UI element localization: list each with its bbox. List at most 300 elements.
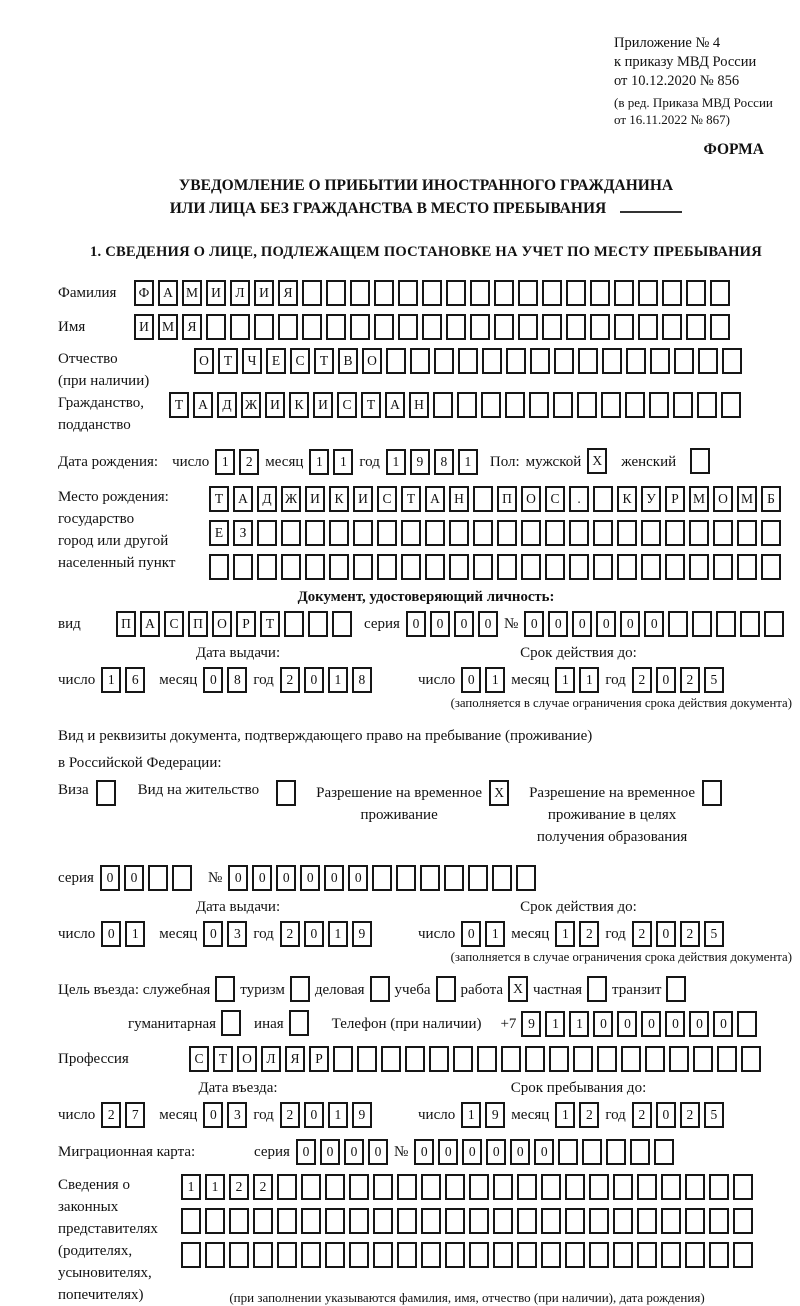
char-cell: [325, 1242, 345, 1268]
birth-place-city-label-2: населенный пункт: [58, 555, 176, 571]
residence-permit-checkbox: [276, 780, 296, 806]
form-title-line1: УВЕДОМЛЕНИЕ О ПРИБЫТИИ ИНОСТРАННОГО ГРАЖДАНИНА: [178, 177, 674, 194]
char-cell: [566, 314, 586, 340]
representatives-cells-row1: [181, 1174, 753, 1200]
char-cell: И: [265, 392, 285, 418]
char-cell: [673, 392, 693, 418]
char-cell: 0: [462, 1139, 482, 1165]
char-cell: [229, 1242, 249, 1268]
char-cell: [518, 314, 538, 340]
char-cell: [421, 1208, 441, 1234]
char-cell: [713, 554, 733, 580]
purpose-study-label: учеба: [394, 981, 431, 998]
char-cell: [545, 554, 565, 580]
citizenship-label-block: [58, 392, 163, 436]
char-cell: 1: [205, 1174, 225, 1200]
char-cell: 0: [324, 865, 344, 891]
char-cell: 0: [572, 611, 592, 637]
char-cell: Т: [361, 392, 381, 418]
char-cell: [405, 1046, 425, 1072]
purpose-business-checkbox: [370, 976, 390, 1002]
char-cell: [733, 1174, 753, 1200]
char-cell: [661, 1242, 681, 1268]
birth-date-row: [58, 449, 794, 475]
char-cell: 1: [555, 921, 575, 947]
identity-document-heading: Документ, удостоверяющий личность:: [297, 589, 555, 605]
year-label: год: [605, 1106, 626, 1123]
char-cell: [278, 314, 298, 340]
char-cell: 9: [410, 449, 430, 475]
residence-document-line2: в Российской Федерации:: [58, 755, 222, 771]
char-cell: О: [713, 486, 733, 512]
birth-place-cell-rows: [209, 486, 781, 580]
char-cell: [733, 1208, 753, 1234]
month-label: месяц: [511, 1106, 550, 1123]
char-cell: Д: [257, 486, 277, 512]
char-cell: 0: [713, 1011, 733, 1037]
char-cell: И: [254, 280, 274, 306]
char-cell: [284, 611, 304, 637]
char-cell: [665, 554, 685, 580]
document-dates-block: [58, 645, 794, 693]
char-cell: [710, 314, 730, 340]
char-cell: 0: [296, 1139, 316, 1165]
char-cell: [429, 1046, 449, 1072]
char-cell: [593, 554, 613, 580]
char-cell: [661, 1174, 681, 1200]
char-cell: [685, 1208, 705, 1234]
char-cell: [517, 1208, 537, 1234]
day-label: число: [418, 671, 456, 688]
char-cell: 0: [100, 865, 120, 891]
char-cell: [565, 1242, 585, 1268]
char-cell: [469, 1208, 489, 1234]
char-cell: 0: [276, 865, 296, 891]
char-cell: [332, 611, 352, 637]
char-cell: 0: [406, 611, 426, 637]
char-cell: О: [237, 1046, 257, 1072]
entry-dates-block: [58, 1080, 794, 1128]
char-cell: [505, 392, 525, 418]
permit-valid-year-cells: [632, 921, 724, 947]
char-cell: 2: [239, 449, 259, 475]
char-cell: [493, 1174, 513, 1200]
char-cell: У: [641, 486, 661, 512]
char-cell: Р: [665, 486, 685, 512]
char-cell: 2: [280, 921, 300, 947]
representatives-label-6: попечителях): [58, 1287, 144, 1303]
legal-representatives-row: [58, 1174, 794, 1306]
char-cell: О: [212, 611, 232, 637]
representatives-label-4: (родителях,: [58, 1243, 133, 1259]
document-series-cells: [406, 611, 498, 637]
char-cell: 0: [641, 1011, 661, 1037]
char-cell: [253, 1208, 273, 1234]
char-cell: 1: [461, 1102, 481, 1128]
name-row: [58, 314, 794, 340]
char-cell: [377, 520, 397, 546]
entry-date-line: [58, 1102, 418, 1128]
char-cell: [469, 1242, 489, 1268]
permit-issue-line: [58, 921, 418, 947]
char-cell: П: [188, 611, 208, 637]
char-cell: [421, 1174, 441, 1200]
char-cell: И: [305, 486, 325, 512]
char-cell: [349, 1242, 369, 1268]
representatives-label-1: Сведения о: [58, 1177, 130, 1193]
char-cell: [457, 392, 477, 418]
char-cell: Б: [761, 486, 781, 512]
char-cell: [253, 1242, 273, 1268]
char-cell: [554, 348, 574, 374]
migration-series-label: серия: [254, 1143, 290, 1160]
char-cell: 1: [555, 1102, 575, 1128]
char-cell: С: [545, 486, 565, 512]
char-cell: 1: [458, 449, 478, 475]
char-cell: [661, 1208, 681, 1234]
purpose-transit-checkbox: [666, 976, 686, 1002]
char-cell: С: [377, 486, 397, 512]
name-label: Имя: [58, 318, 86, 335]
char-cell: [565, 1208, 585, 1234]
char-cell: [630, 1139, 650, 1165]
char-cell: [737, 554, 757, 580]
char-cell: [308, 611, 328, 637]
char-cell: [277, 1208, 297, 1234]
permit-series-label: серия: [58, 869, 94, 886]
surname-cells: [134, 280, 730, 306]
appendix-line-2: к приказу МВД России: [614, 54, 757, 70]
char-cell: 1: [215, 449, 235, 475]
temp-permit-caption-line1: Разрешение на временное: [316, 785, 483, 801]
char-cell: Р: [309, 1046, 329, 1072]
char-cell: [233, 554, 253, 580]
char-cell: П: [116, 611, 136, 637]
char-cell: [257, 520, 277, 546]
visa-label: Виза: [58, 782, 89, 798]
temp-residence-permit-option: [316, 782, 509, 826]
char-cell: И: [353, 486, 373, 512]
patronymic-label-block: [58, 348, 188, 392]
char-cell: 0: [478, 611, 498, 637]
char-cell: 0: [620, 611, 640, 637]
char-cell: [614, 314, 634, 340]
char-cell: [689, 554, 709, 580]
char-cell: [674, 348, 694, 374]
char-cell: [229, 1208, 249, 1234]
birth-month-cells: [309, 449, 353, 475]
migration-card-label: Миграционная карта:: [58, 1143, 196, 1160]
visa-checkbox: [96, 780, 116, 806]
char-cell: А: [158, 280, 178, 306]
form-title-line2: ИЛИ ЛИЦА БЕЗ ГРАЖДАНСТВА В МЕСТО ПРЕБЫВАНИЯ: [169, 200, 607, 217]
char-cell: [614, 280, 634, 306]
patronymic-label: Отчество: [58, 351, 118, 367]
phone-label: Телефон (при наличии): [331, 1015, 482, 1032]
char-cell: [709, 1174, 729, 1200]
doc-issue-year-cells: [280, 667, 372, 693]
char-cell: О: [521, 486, 541, 512]
char-cell: [645, 1046, 665, 1072]
entry-year-cells: [280, 1102, 372, 1128]
char-cell: [401, 520, 421, 546]
char-cell: 2: [579, 1102, 599, 1128]
char-cell: [481, 392, 501, 418]
purpose-study-checkbox: [436, 976, 456, 1002]
char-cell: [470, 314, 490, 340]
document-issue-line: [58, 667, 418, 693]
char-cell: [374, 280, 394, 306]
stay-until-caption: Срок пребывания до:: [510, 1080, 647, 1096]
char-cell: [305, 520, 325, 546]
char-cell: 0: [689, 1011, 709, 1037]
char-cell: 1: [181, 1174, 201, 1200]
char-cell: М: [182, 280, 202, 306]
char-cell: [493, 1208, 513, 1234]
char-cell: 0: [414, 1139, 434, 1165]
char-cell: [530, 348, 550, 374]
char-cell: [433, 392, 453, 418]
form-word-label: ФОРМА: [703, 141, 764, 158]
char-cell: Ж: [281, 486, 301, 512]
char-cell: [521, 520, 541, 546]
female-label: женский: [621, 453, 677, 470]
permit-issue-year-cells: [280, 921, 372, 947]
phone-cells: [521, 1011, 757, 1037]
char-cell: [697, 392, 717, 418]
day-label: число: [58, 1106, 96, 1123]
char-cell: [445, 1208, 465, 1234]
char-cell: П: [497, 486, 517, 512]
char-cell: 0: [486, 1139, 506, 1165]
patronymic-row: [58, 348, 794, 392]
char-cell: М: [737, 486, 757, 512]
char-cell: [396, 865, 416, 891]
char-cell: [553, 392, 573, 418]
char-cell: [281, 554, 301, 580]
birth-date-label: Дата рождения:: [58, 453, 159, 470]
citizenship-cells: [169, 392, 741, 418]
char-cell: [445, 1174, 465, 1200]
edu-permit-caption-line2: проживание в целях: [547, 807, 677, 823]
visa-option: [58, 782, 116, 806]
permit-valid-day-cells: [461, 921, 505, 947]
char-cell: [545, 520, 565, 546]
char-cell: 8: [227, 667, 247, 693]
char-cell: [493, 1242, 513, 1268]
char-cell: [372, 865, 392, 891]
representatives-label-5: усыновителях,: [58, 1265, 152, 1281]
representatives-label-3: представителях: [58, 1221, 158, 1237]
char-cell: [713, 520, 733, 546]
char-cell: [582, 1139, 602, 1165]
char-cell: 0: [524, 611, 544, 637]
char-cell: [717, 1046, 737, 1072]
char-cell: [662, 314, 682, 340]
char-cell: М: [158, 314, 178, 340]
edu-residence-permit-label: [529, 782, 695, 848]
char-cell: [722, 348, 742, 374]
day-label: число: [418, 1106, 456, 1123]
char-cell: 0: [596, 611, 616, 637]
char-cell: 5: [704, 921, 724, 947]
char-cell: 0: [454, 611, 474, 637]
char-cell: В: [338, 348, 358, 374]
representatives-cells-row2: [181, 1208, 753, 1234]
char-cell: С: [189, 1046, 209, 1072]
birth-place-label-block: [58, 486, 203, 574]
char-cell: [410, 348, 430, 374]
char-cell: [386, 348, 406, 374]
purpose-humanitarian-checkbox: [221, 1010, 241, 1036]
char-cell: 1: [101, 667, 121, 693]
char-cell: Ж: [241, 392, 261, 418]
year-label: год: [605, 671, 626, 688]
char-cell: 0: [344, 1139, 364, 1165]
day-label: число: [58, 925, 96, 942]
patronymic-note: (при наличии): [58, 373, 150, 389]
day-label: число: [58, 671, 96, 688]
birth-year-label: год: [359, 453, 380, 470]
edu-residence-permit-checkbox: [702, 780, 722, 806]
char-cell: 0: [510, 1139, 530, 1165]
doc-issue-month-cells: [203, 667, 247, 693]
char-cell: [473, 554, 493, 580]
char-cell: [373, 1208, 393, 1234]
char-cell: [205, 1242, 225, 1268]
char-cell: Л: [261, 1046, 281, 1072]
month-label: месяц: [159, 671, 198, 688]
char-cell: [497, 520, 517, 546]
char-cell: 0: [665, 1011, 685, 1037]
stay-until-line: [418, 1102, 794, 1128]
char-cell: [470, 280, 490, 306]
doc-valid-month-cells: [555, 667, 599, 693]
char-cell: [710, 280, 730, 306]
char-cell: 1: [545, 1011, 565, 1037]
char-cell: [716, 611, 736, 637]
char-cell: [577, 392, 597, 418]
char-cell: [281, 520, 301, 546]
char-cell: [422, 314, 442, 340]
char-cell: 1: [485, 921, 505, 947]
char-cell: [421, 1242, 441, 1268]
appendix-note-line-2: от 16.11.2022 № 867): [614, 112, 731, 127]
male-label: мужской: [525, 453, 582, 470]
month-label: месяц: [159, 1106, 198, 1123]
purpose-official-label: Цель въезда: служебная: [58, 981, 211, 998]
char-cell: [709, 1242, 729, 1268]
char-cell: [565, 1174, 585, 1200]
birth-place-row: [58, 486, 794, 580]
char-cell: [649, 392, 669, 418]
char-cell: [541, 1174, 561, 1200]
char-cell: 5: [704, 1102, 724, 1128]
edu-residence-permit-option: [529, 782, 722, 848]
entry-date-col: [58, 1080, 418, 1128]
year-label: год: [253, 925, 274, 942]
migration-number-cells: [414, 1139, 674, 1165]
legal-representatives-label-block: [58, 1174, 175, 1306]
entry-date-caption: Дата въезда:: [198, 1080, 278, 1096]
char-cell: Е: [266, 348, 286, 374]
permit-series-row: [58, 865, 794, 891]
char-cell: [740, 611, 760, 637]
permit-dates-block: [58, 899, 794, 947]
char-cell: 0: [461, 667, 481, 693]
char-cell: [761, 554, 781, 580]
char-cell: С: [290, 348, 310, 374]
char-cell: 0: [304, 1102, 324, 1128]
char-cell: [377, 554, 397, 580]
document-series-label: серия: [364, 615, 400, 632]
char-cell: И: [206, 280, 226, 306]
char-cell: 0: [124, 865, 144, 891]
permit-validity-note: (заполняется в случае ограничения срока действия документа): [450, 950, 792, 964]
char-cell: [501, 1046, 521, 1072]
char-cell: [302, 314, 322, 340]
char-cell: [492, 865, 512, 891]
char-cell: [473, 486, 493, 512]
char-cell: [181, 1242, 201, 1268]
char-cell: [469, 1174, 489, 1200]
char-cell: [542, 280, 562, 306]
document-kind-row: [58, 611, 794, 637]
appendix-line-3: от 10.12.2020 № 856: [614, 73, 740, 89]
month-label: месяц: [159, 925, 198, 942]
char-cell: [425, 554, 445, 580]
char-cell: [692, 611, 712, 637]
char-cell: 0: [203, 921, 223, 947]
citizenship-row: [58, 392, 794, 436]
male-checkbox: X: [587, 448, 607, 474]
char-cell: 0: [320, 1139, 340, 1165]
char-cell: [737, 520, 757, 546]
char-cell: [420, 865, 440, 891]
char-cell: [693, 1046, 713, 1072]
purpose-transit-label: транзит: [612, 981, 662, 998]
section1-heading: 1. СВЕДЕНИЯ О ЛИЦЕ, ПОДЛЕЖАЩЕМ ПОСТАНОВКЕ НА УЧЕТ ПО МЕСТУ ПРЕБЫВАНИЯ: [90, 244, 762, 260]
char-cell: [665, 520, 685, 546]
purpose-other-label: иная: [254, 1015, 284, 1032]
char-cell: [593, 486, 613, 512]
day-label: число: [418, 925, 456, 942]
char-cell: 1: [579, 667, 599, 693]
char-cell: 0: [438, 1139, 458, 1165]
char-cell: [541, 1208, 561, 1234]
appendix-line-1: Приложение № 4: [614, 35, 721, 51]
char-cell: [741, 1046, 761, 1072]
char-cell: 1: [309, 449, 329, 475]
char-cell: 0: [228, 865, 248, 891]
char-cell: 0: [534, 1139, 554, 1165]
char-cell: [566, 280, 586, 306]
char-cell: А: [140, 611, 160, 637]
char-cell: Н: [409, 392, 429, 418]
birth-day-label: число: [172, 453, 210, 470]
stay-day-cells: [461, 1102, 505, 1128]
char-cell: [686, 280, 706, 306]
char-cell: 0: [548, 611, 568, 637]
char-cell: [277, 1174, 297, 1200]
char-cell: 0: [644, 611, 664, 637]
char-cell: [325, 1174, 345, 1200]
char-cell: С: [337, 392, 357, 418]
char-cell: [205, 1208, 225, 1234]
permit-valid-caption: Срок действия до:: [520, 899, 637, 915]
char-cell: [569, 520, 589, 546]
char-cell: Т: [401, 486, 421, 512]
